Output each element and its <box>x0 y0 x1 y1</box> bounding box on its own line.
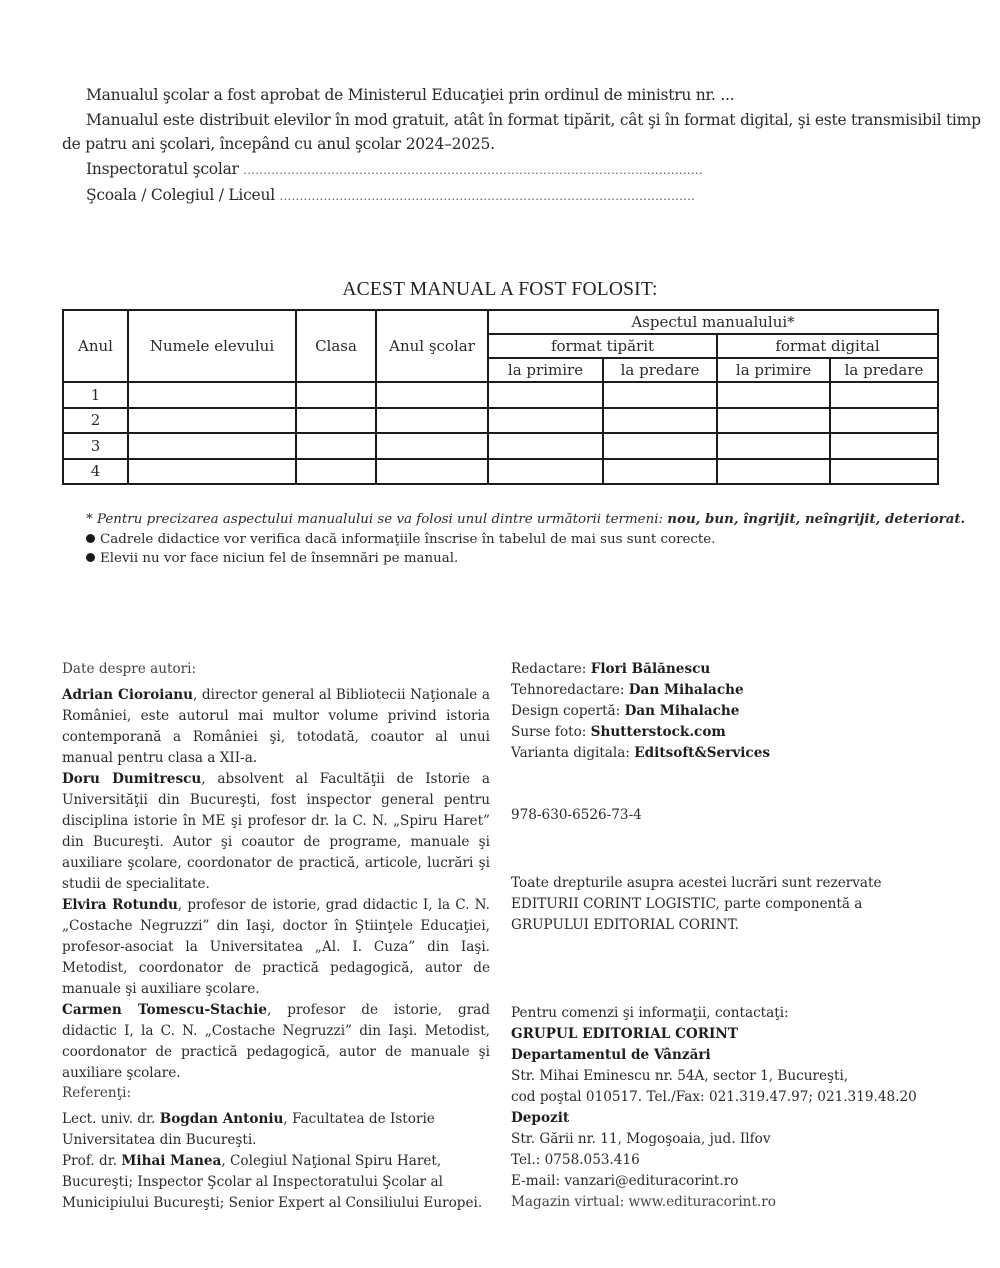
author-bio: , director general al Bibliotecii Naţionale a României, este autorul mai multor volume privind istoria contemporană a României şi, totodată, coautor al unui manual pentru clasa a XII-a. <box>62 687 490 766</box>
cell-year: 3 <box>63 433 128 459</box>
cell-school-year[interactable] <box>376 408 488 434</box>
school-field <box>62 183 942 210</box>
sales-department-heading: Departamentul de Vânzări <box>511 1047 711 1063</box>
author-bio: , profesor de istorie, grad didactic I, la C. N. „Costache Negruzzi” din Iaşi, doctor în Ştiinţele Educaţiei, profesor-asociat la Universitatea „Al. I. Cuza” din Iaşi. Metodist, coordonator de practică pedagogică, autor de manuale şi auxiliare şcolare. <box>62 897 490 997</box>
referent-name: Bogdan Antoniu <box>159 1111 284 1127</box>
header-printed-return: la predare <box>603 358 717 382</box>
credit-value: Dan Mihalache <box>624 703 740 719</box>
header-printed-format: format tipărit <box>488 334 717 358</box>
author-entry <box>62 895 490 1000</box>
footnote-text: * Pentru precizarea aspectului manualului se va folosi unul dintre următorii termeni: <box>86 512 668 527</box>
publisher-group-name: GRUPUL EDITORIAL CORINT <box>511 1026 738 1042</box>
rights-section <box>511 873 951 936</box>
rights-line: Toate drepturile asupra acestei lucrări sunt rezervate <box>511 875 882 891</box>
header-digital-format: format digital <box>717 334 938 358</box>
referent-affiliation: , Colegiul Naţional Spiru Haret, Bucureşti; Inspector Şcolar al Inspectoratului Şcolar al Municipiului Bucureşti; Senior Expert al Consiliului Europei. <box>62 1153 483 1211</box>
rights-line: EDITURII CORINT LOGISTIC, parte componentă a <box>511 896 863 912</box>
cell-digital-receive[interactable] <box>717 382 830 408</box>
cell-student-name[interactable] <box>128 382 296 408</box>
author-entry <box>62 685 490 769</box>
note-text: Cadrele didactice vor verifica dacă informaţiile înscrise în tabelul de mai sus sunt corecte. <box>100 531 716 547</box>
cell-digital-return[interactable] <box>830 459 938 485</box>
contact-email-link[interactable]: E-mail: vanzari@edituracorint.ro <box>511 1173 739 1189</box>
cell-year: 2 <box>63 408 128 434</box>
depot-address: Str. Gării nr. 11, Mogoşoaia, jud. Ilfov <box>511 1131 771 1147</box>
table-row <box>63 433 938 459</box>
credit-item <box>511 722 951 743</box>
cell-year: 4 <box>63 459 128 485</box>
aspect-footnote <box>86 510 965 530</box>
cell-year: 1 <box>63 382 128 408</box>
author-name: Elvira Rotundu <box>62 897 178 913</box>
cell-class[interactable] <box>296 408 376 434</box>
credit-label: Redactare: <box>511 661 591 677</box>
isbn: 978-630-6526-73-4 <box>511 807 642 823</box>
cell-printed-receive[interactable] <box>488 459 603 485</box>
depot-phone: Tel.: 0758.053.416 <box>511 1152 640 1168</box>
credit-value: Dan Mihalache <box>628 682 744 698</box>
bullet-icon <box>86 553 95 562</box>
depot-heading: Depozit <box>511 1110 570 1126</box>
cell-digital-receive[interactable] <box>717 408 830 434</box>
cell-student-name[interactable] <box>128 433 296 459</box>
header-printed-receive: la primire <box>488 358 603 382</box>
credit-value: Editsoft&Services <box>634 745 770 761</box>
bullet-icon <box>86 534 95 543</box>
author-entry <box>62 1000 490 1084</box>
rights-line: GRUPULUI EDITORIAL CORINT. <box>511 917 739 933</box>
header-aspect: Aspectul manualului* <box>488 310 938 334</box>
header-digital-return: la predare <box>830 358 938 382</box>
cell-printed-receive[interactable] <box>488 408 603 434</box>
referent-affiliation: , Facultatea de Istorie Universitatea din Bucureşti. <box>62 1111 435 1148</box>
referent-entry <box>62 1151 490 1214</box>
cell-digital-receive[interactable] <box>717 459 830 485</box>
author-entry <box>62 769 490 895</box>
referents-heading: Referenţi: <box>62 1085 132 1101</box>
distribution-text-line1: Manualul este distribuit elevilor în mod gratuit, atât în format tipărit, cât şi în format digital, şi este transmisibil timp <box>86 110 981 129</box>
inspectorat-blank: ................................................................................................................... <box>243 163 704 177</box>
header-school-year: Anul şcolar <box>376 310 488 382</box>
cell-student-name[interactable] <box>128 459 296 485</box>
credit-item <box>511 701 951 722</box>
notes-section <box>86 510 965 569</box>
table-row <box>63 459 938 485</box>
authors-heading: Date despre autori: <box>62 661 197 677</box>
sales-address: Str. Mihai Eminescu nr. 54A, sector 1, Bucureşti, <box>511 1068 849 1084</box>
authors-section <box>62 659 490 1084</box>
credit-label: Tehnoredactare: <box>511 682 629 698</box>
credit-value: Flori Bălănescu <box>590 661 711 677</box>
online-shop-link[interactable]: Magazin virtual: www.edituracorint.ro <box>511 1194 776 1210</box>
sales-postal-phone: cod poştal 010517. Tel./Fax: 021.319.47.97; 021.319.48.20 <box>511 1089 917 1105</box>
credit-item <box>511 659 951 680</box>
cell-class[interactable] <box>296 433 376 459</box>
referent-title: Lect. univ. dr. <box>62 1111 160 1127</box>
cell-printed-receive[interactable] <box>488 433 603 459</box>
cell-printed-receive[interactable] <box>488 382 603 408</box>
cell-printed-return[interactable] <box>603 459 717 485</box>
cell-student-name[interactable] <box>128 408 296 434</box>
author-name: Adrian Cioroianu <box>62 687 194 703</box>
intro-section <box>62 83 981 210</box>
author-bio: , absolvent al Facultăţii de Istorie a Universităţii din Bucureşti, fost inspector general pentru disciplina istorie în ME şi profesor dr. la C. N. „Spiru Haret” din Bucureşti. Autor şi coautor de programe, manuale şi auxiliare şcolare, coordonator de practică, articole, lucrări şi studii de specialitate. <box>62 771 490 892</box>
note-text: Elevii nu vor face niciun fel de însemnări pe manual. <box>100 551 459 566</box>
credit-label: Surse foto: <box>511 724 591 740</box>
credit-item <box>511 743 951 764</box>
cell-class[interactable] <box>296 459 376 485</box>
cell-class[interactable] <box>296 382 376 408</box>
cell-school-year[interactable] <box>376 433 488 459</box>
credit-value: Shutterstock.com <box>590 724 726 740</box>
cell-printed-return[interactable] <box>603 382 717 408</box>
table-row <box>63 408 938 434</box>
inspectorat-label: Inspectoratul şcolar <box>86 159 239 178</box>
note-bullet-item <box>86 530 965 550</box>
usage-table <box>62 309 939 485</box>
referent-entry <box>62 1109 490 1151</box>
referents-section <box>62 1083 490 1214</box>
header-row-1 <box>63 310 938 334</box>
credits-section <box>511 659 951 764</box>
cell-printed-return[interactable] <box>603 408 717 434</box>
usage-table-title: ACEST MANUAL A FOST FOLOSIT: <box>342 279 658 300</box>
contact-intro: Pentru comenzi şi informaţii, contactaţi: <box>511 1005 789 1021</box>
cell-digital-return[interactable] <box>830 408 938 434</box>
school-blank: ........................................................................................................ <box>279 190 696 203</box>
referent-title: Prof. dr. <box>62 1153 122 1169</box>
header-class: Clasa <box>296 310 376 382</box>
note-bullet-item <box>86 549 965 569</box>
header-digital-receive: la primire <box>717 358 830 382</box>
credit-label: Varianta digitala: <box>511 745 635 761</box>
inspectorat-field <box>62 157 942 184</box>
author-bio: , profesor de istorie, grad didactic I, la C. N. „Costache Negruzzi” din Iaşi. Metodist, coordonator de practică pedagogică, autor de manuale şi auxiliare şcolare. <box>62 1002 490 1081</box>
header-student-name: Numele elevului <box>128 310 296 382</box>
credit-label: Design copertă: <box>511 703 625 719</box>
header-year: Anul <box>63 310 128 382</box>
cell-school-year[interactable] <box>376 459 488 485</box>
contact-section <box>511 1003 951 1213</box>
cell-digital-return[interactable] <box>830 433 938 459</box>
cell-digital-receive[interactable] <box>717 433 830 459</box>
author-name: Doru Dumitrescu <box>62 771 202 787</box>
footnote-terms: nou, bun, îngrijit, neîngrijit, deteriorat. <box>667 511 966 527</box>
cell-printed-return[interactable] <box>603 433 717 459</box>
referent-name: Mihai Manea <box>121 1153 222 1169</box>
table-row <box>63 382 938 408</box>
author-name: Carmen Tomescu-Stachie <box>62 1002 268 1018</box>
credit-item <box>511 680 951 701</box>
cell-digital-return[interactable] <box>830 382 938 408</box>
school-label: Şcoala / Colegiul / Liceul <box>86 186 275 204</box>
cell-school-year[interactable] <box>376 382 488 408</box>
approval-text: Manualul şcolar a fost aprobat de Ministerul Educaţiei prin ordinul de ministru nr. ... <box>86 86 735 104</box>
distribution-text-line2: de patru ani şcolari, începând cu anul şcolar 2024–2025. <box>62 135 495 153</box>
